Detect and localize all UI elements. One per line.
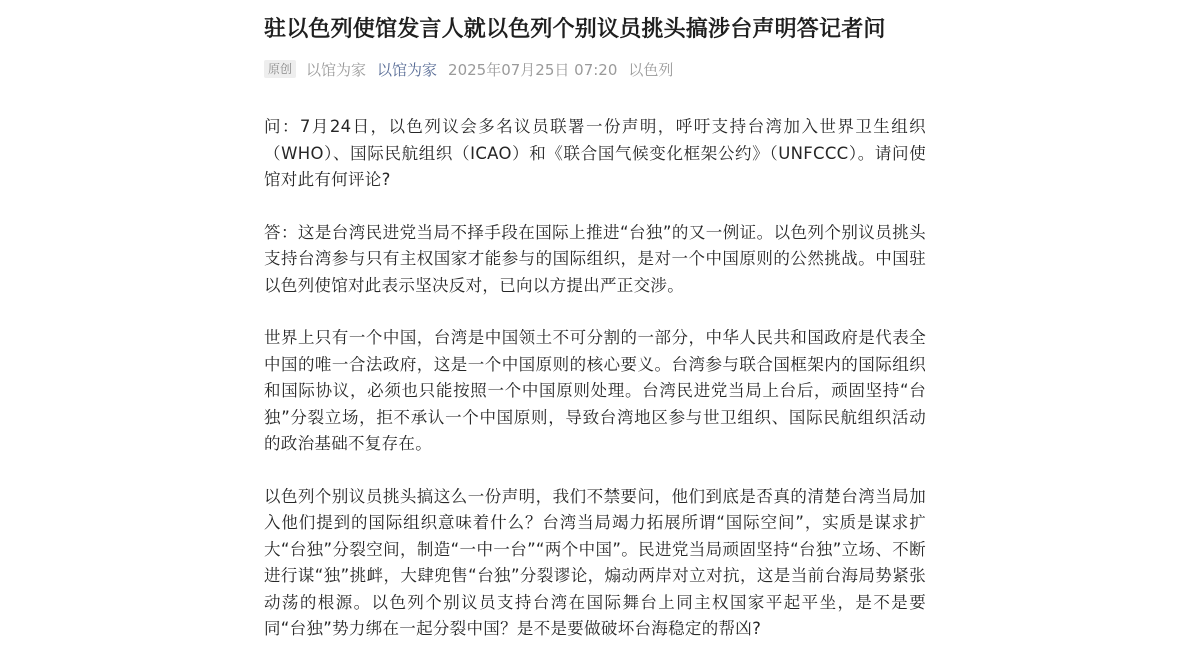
paragraph-rebuttal: 以色列个别议员挑头搞这么一份声明，我们不禁要问，他们到底是否真的清楚台湾当局加入他们提到的国际组织意味着什么？台湾当局竭力拓展所谓“国际空间”，实质是谋求扩大“台独”分裂空间，制造“一中一台”“两个中国”。民进党当局顽固坚持“台独”立场、不断进行谋“独”挑衅，大肆兜售“台独”分裂谬论，煽动两岸对立对抗，这是当前台海局势紧张动荡的根源。以色列个别议员支持台湾在国际舞台上同主权国家平起平坐，是不是要同“台独”势力绑在一起分裂中国？是不是要做破坏台海稳定的帮凶? (264, 486, 926, 638)
paragraph-one-china-principle: 世界上只有一个中国，台湾是中国领土不可分割的一部分，中华人民共和国政府是代表全中国的唯一合法政府，这是一个中国原则的核心要义。台湾参与联合国框架内的国际组织和国际协议，必须也只能按照一个中国原则处理。台湾民进党当局上台后，顽固坚持“台独”分裂立场，拒不承认一个中国原则，导致台湾地区参与世卫组织、国际民航组织活动的政治基础不复存在。 (264, 328, 926, 453)
paragraph-answer: 答：这是台湾民进党当局不择手段在国际上推进“台独”的又一例证。以色列个别议员挑头支持台湾参与只有主权国家才能参与的国际组织，是对一个中国原则的公然挑战。中国驻以色列使馆对此表示坚决反对，已向以方提出严正交涉。 (264, 222, 926, 295)
paragraph-question: 问：7月24日，以色列议会多名议员联署一份声明，呼吁支持台湾加入世界卫生组织（WHO）、国际民航组织（ICAO）和《联合国气候变化框架公约》（UNFCCC）。请问使馆对此有何评论? (264, 117, 926, 189)
account-link[interactable]: 以馆为家 (377, 60, 438, 79)
original-badge: 原创 (264, 60, 296, 78)
author-name: 以馆为家 (306, 60, 367, 79)
article-meta (264, 58, 926, 80)
article-title: 驻以色列使馆发言人就以色列个别议员挑头搞涉台声明答记者问 (264, 17, 886, 42)
article (264, 0, 926, 669)
article-content (264, 114, 926, 643)
publish-location: 以色列 (628, 60, 674, 79)
publish-datetime: 2025年07月25日 07:20 (448, 60, 618, 79)
